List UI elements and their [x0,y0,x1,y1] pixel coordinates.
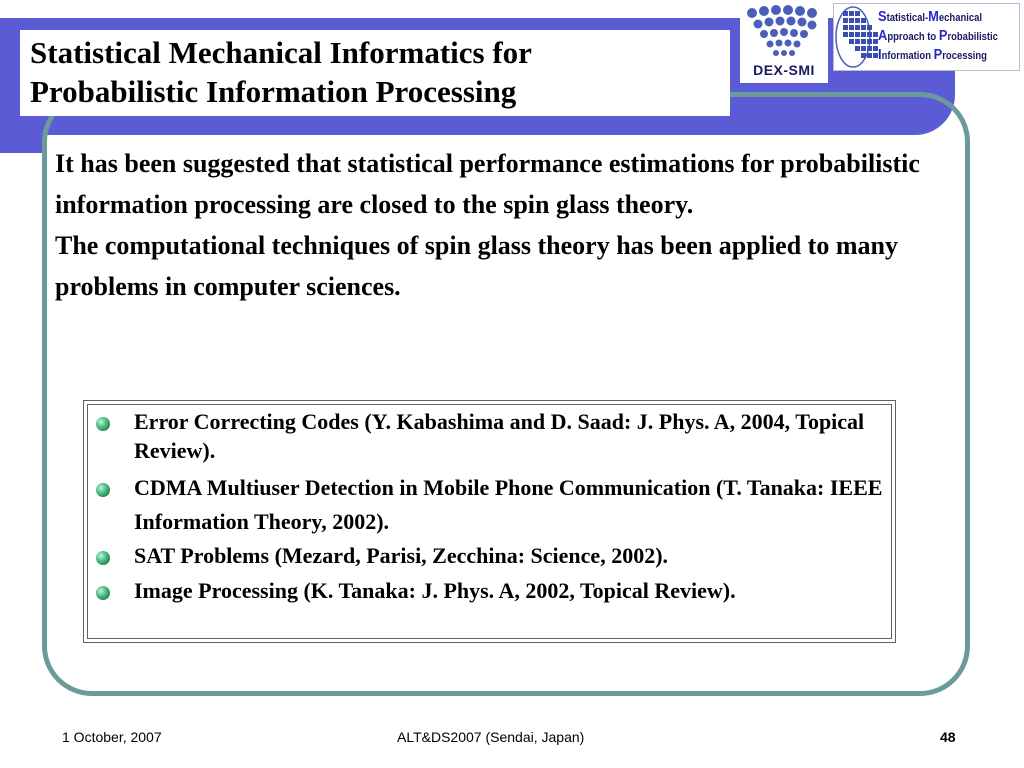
body-paragraph-1: It has been suggested that statistical performance estimations for probabilistic information processing are closed to the spin glass theory. [55,149,920,219]
dex-smi-dots-icon [740,3,828,61]
reference-text: Error Correcting Codes (Y. Kabashima and D. Saad: J. Phys. A, 2004, Topical Review). [134,409,865,463]
references-list [96,407,886,611]
bullet-icon [96,417,110,431]
references-box [83,400,896,643]
list-item [96,576,886,605]
page-number: 48 [940,729,956,745]
reference-text: CDMA Multiuser Detection in Mobile Phone Communication (T. Tanaka: IEEE Information Theory, 2002). [134,475,883,534]
slide-title: Statistical Mechanical Informatics for Probabilistic Information Processing [30,35,532,109]
reference-text: SAT Problems (Mezard, Parisi, Zecchina: Science, 2002). [134,543,669,568]
smapip-logo-text: Statistical-Mechanical Approach to Probabilistic Information Processing [878,8,998,63]
reference-text: Image Processing (K. Tanaka: J. Phys. A, 2002, Topical Review). [134,578,736,603]
bullet-icon [96,483,110,497]
footer-date: 1 October, 2007 [62,729,162,745]
footer-conference: ALT&DS2007 (Sendai, Japan) [397,729,585,745]
list-item [96,407,886,465]
bullet-icon [96,586,110,600]
body-text [55,143,935,307]
smapip-grid-icon [835,5,879,69]
body-paragraph-2: The computational techniques of spin glass theory has been applied to many problems in computer sciences. [55,231,898,301]
title-box [20,30,730,116]
list-item [96,541,886,570]
smapip-logo [833,3,1020,71]
list-item [96,471,886,539]
dex-smi-logo [740,3,828,83]
bullet-icon [96,551,110,565]
title-band-accent [0,135,46,153]
dex-smi-label: DEX-SMI [753,62,815,78]
